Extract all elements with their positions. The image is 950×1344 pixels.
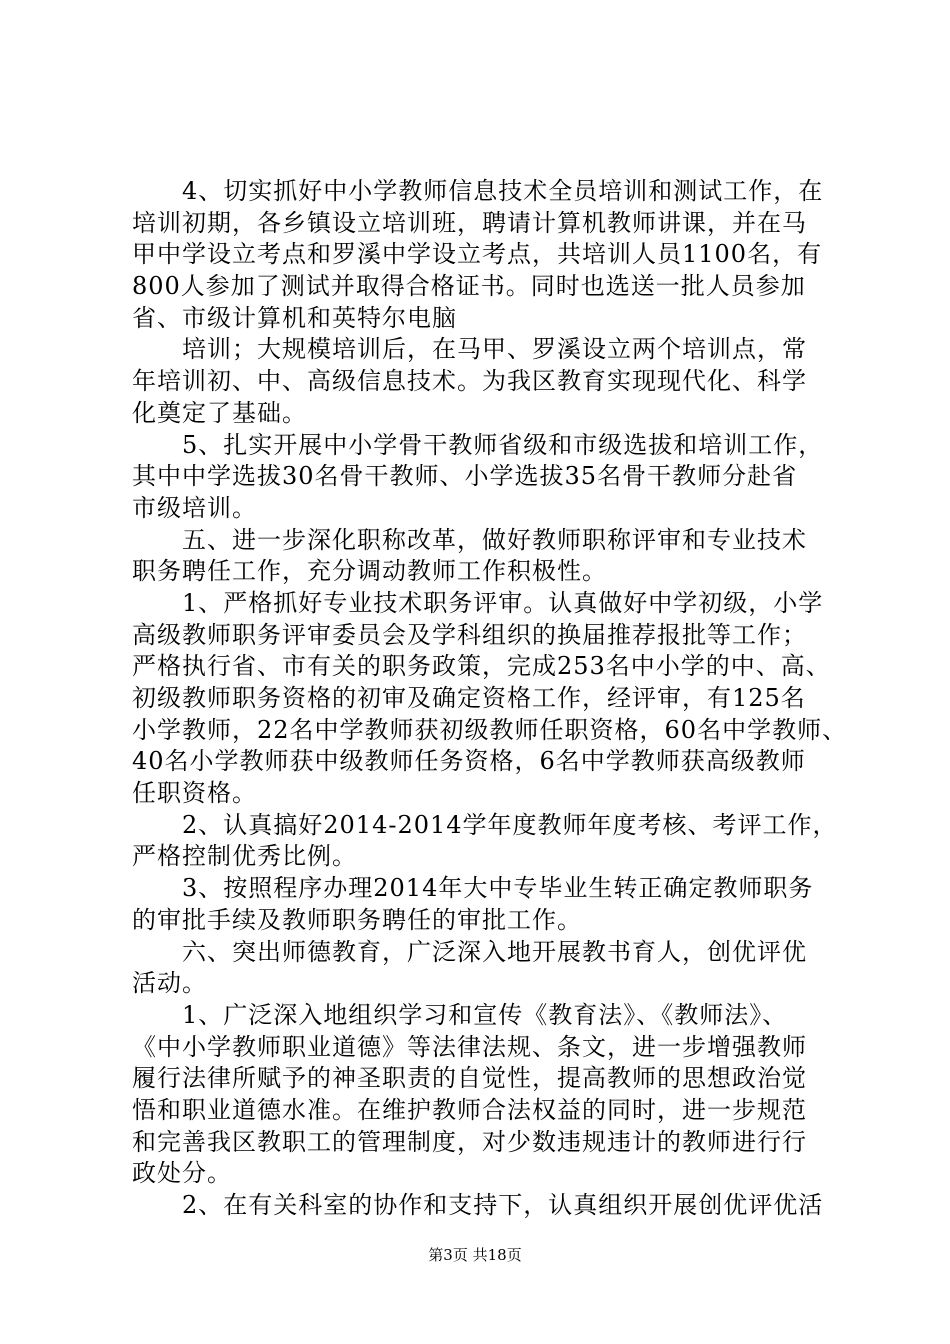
text-line: 初级教师职务资格的初审及确定资格工作，经评审，有125名	[132, 684, 806, 712]
text-line: 年培训初、中、高级信息技术。为我区教育实现现代化、科学	[132, 367, 807, 396]
document-body	[132, 176, 848, 1222]
text-line: 2、认真搞好2014-2014学年度教师年度考核、考评工作，	[132, 810, 838, 839]
text-line: 40名小学教师获中级教师任务资格，6名中学教师获高级教师	[132, 747, 806, 776]
text-line: 1、严格抓好专业技术职务评审。认真做好中学初级，小学	[132, 588, 824, 617]
text-line: 的审批手续及教师职务聘任的审批工作。	[132, 905, 582, 934]
text-line: 其中中学选拔30名骨干教师、小学选拔35名骨干教师分赴省	[132, 462, 798, 491]
text-line: 和完善我区教职工的管理制度，对少数违规违计的教师进行行	[132, 1127, 807, 1156]
text-line: 化奠定了基础。	[132, 398, 307, 427]
text-line: 《中小学教师职业道德》等法律法规、条文，进一步增强教师	[132, 1032, 807, 1061]
text-line: 高级教师职务评审委员会及学科组织的换届推荐报批等工作；	[132, 620, 807, 649]
text-line: 5、扎实开展中小学骨干教师省级和市级选拔和培训工作，	[132, 430, 824, 459]
text-line: 六、突出师德教育，广泛深入地开展教书育人，创优评优	[132, 937, 807, 966]
text-line: 小学教师，22名中学教师获初级教师任职资格，60名中学教师、	[132, 715, 848, 744]
text-line: 2、在有关科室的协作和支持下，认真组织开展创优评优活	[132, 1191, 824, 1219]
text-line: 履行法律所赋予的神圣职责的自觉性，提高教师的思想政治觉	[132, 1064, 807, 1093]
text-line: 市级培训。	[132, 493, 257, 522]
text-line: 4、切实抓好中小学教师信息技术全员培训和测试工作，在	[132, 177, 824, 205]
text-line: 任职资格。	[132, 779, 257, 808]
text-line: 甲中学设立考点和罗溪中学设立考点，共培训人员1100名，有	[132, 240, 823, 269]
text-line: 3、按照程序办理2014年大中专毕业生转正确定教师职务	[132, 874, 814, 903]
text-line: 活动。	[132, 969, 207, 998]
text-line: 培训初期，各乡镇设立培训班，聘请计算机教师讲课，并在马	[132, 208, 807, 237]
text-line: 严格执行省、市有关的职务政策，完成253名中小学的中、高、	[132, 652, 831, 681]
text-line: 培训；大规模培训后，在马甲、罗溪设立两个培训点，常	[132, 335, 807, 364]
text-line: 严格控制优秀比例。	[132, 842, 357, 871]
text-line: 悟和职业道德水准。在维护教师合法权益的同时，进一步规范	[132, 1095, 807, 1124]
text-line: 政处分。	[132, 1159, 232, 1188]
text-line: 1、广泛深入地组织学习和宣传《教育法》、《教师法》、	[132, 1000, 788, 1029]
text-line: 800人参加了测试并取得合格证书。同时也选送一批人员参加	[132, 272, 806, 301]
text-line: 五、进一步深化职称改革，做好教师职称评审和专业技术	[132, 525, 807, 554]
text-line: 省、市级计算机和英特尔电脑	[132, 303, 457, 332]
page-footer: 第3页 共18页	[428, 1246, 522, 1264]
text-line: 职务聘任工作，充分调动教师工作积极性。	[132, 557, 607, 586]
